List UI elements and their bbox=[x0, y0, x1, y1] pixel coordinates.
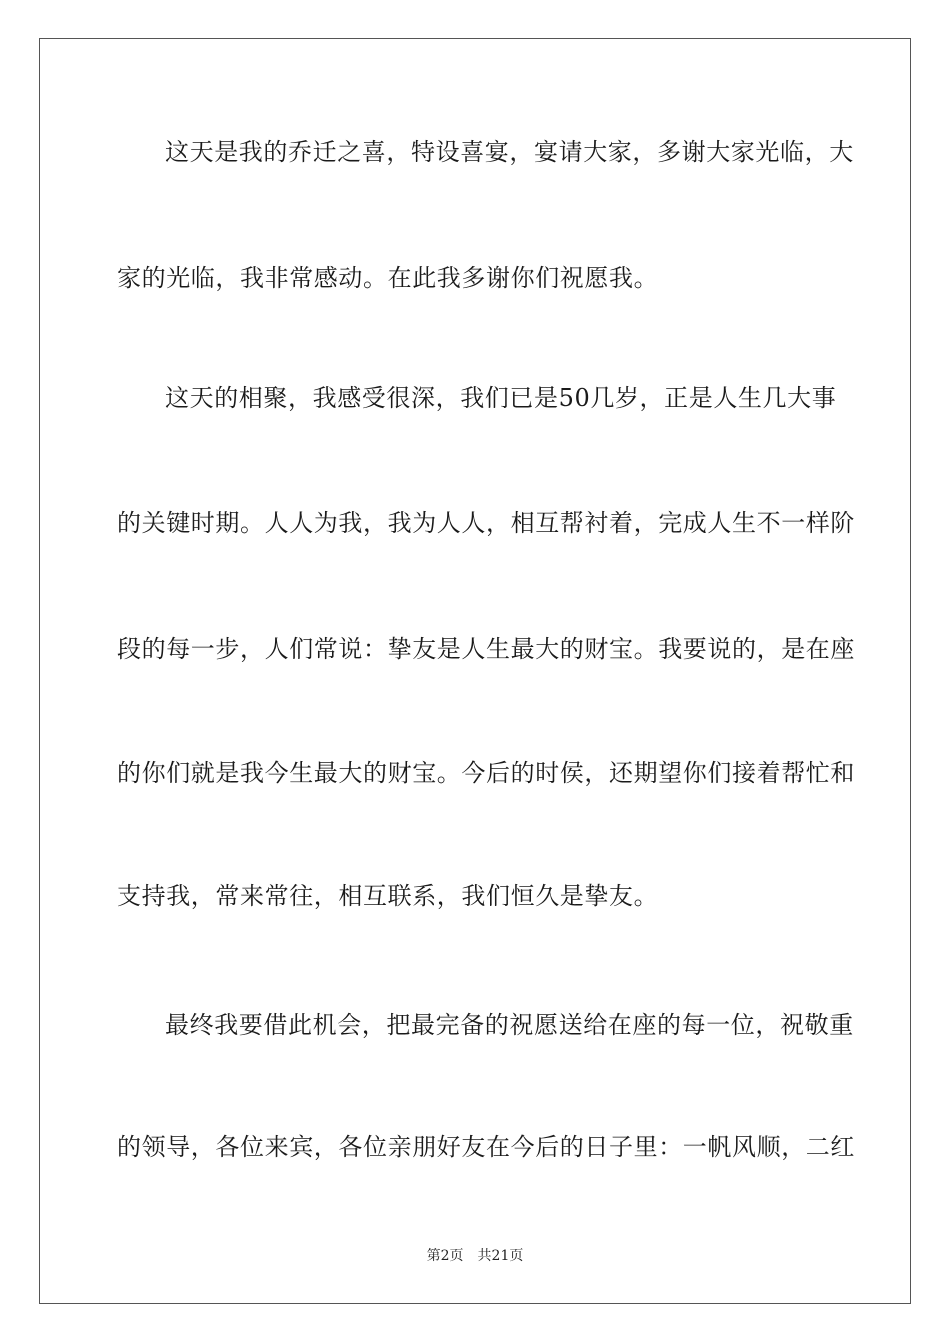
paragraph-2-line-3: 段的每一步，人们常说：挚友是人生最大的财宝。我要说的，是在座 bbox=[117, 635, 855, 663]
paragraph-3-line-1: 最终我要借此机会，把最完备的祝愿送给在座的每一位，祝敬重 bbox=[165, 1011, 854, 1039]
paragraph-1-line-2: 家的光临，我非常感动。在此我多谢你们祝愿我。 bbox=[117, 264, 659, 292]
page-number: 第2页 bbox=[426, 1248, 464, 1264]
paragraph-2-line-2: 的关键时期。人人为我，我为人人，相互帮衬着，完成人生不一样阶 bbox=[117, 509, 855, 537]
paragraph-2-line-5: 支持我，常来常往，相互联系，我们恒久是挚友。 bbox=[117, 882, 659, 910]
page-footer bbox=[0, 1246, 950, 1266]
paragraph-1-line-1: 这天是我的乔迁之喜，特设喜宴，宴请大家，多谢大家光临，大 bbox=[165, 138, 854, 166]
paragraph-2-line-4: 的你们就是我今生最大的财宝。今后的时侯，还期望你们接着帮忙和 bbox=[117, 759, 855, 787]
paragraph-2-line-1: 这天的相聚，我感受很深，我们已是50几岁，正是人生几大事 bbox=[165, 384, 837, 412]
total-pages: 共21页 bbox=[477, 1248, 524, 1264]
page-border bbox=[39, 38, 911, 1304]
paragraph-3-line-2: 的领导，各位来宾，各位亲朋好友在今后的日子里：一帆风顺，二红 bbox=[117, 1133, 855, 1161]
